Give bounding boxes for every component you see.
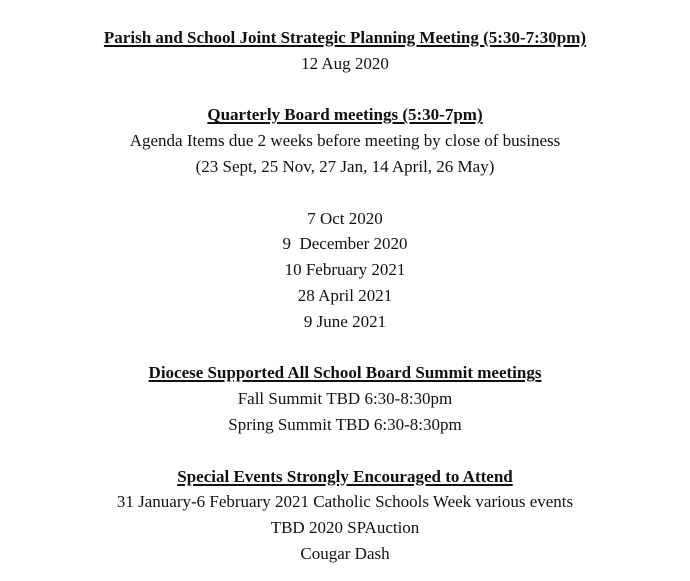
joint-planning-date: 12 Aug 2020 xyxy=(301,53,389,73)
board-meeting-date: 9 June 2021 xyxy=(303,311,387,331)
agenda-due-dates: (23 Sept, 25 Nov, 27 Jan, 14 April, 26 May) xyxy=(195,156,495,176)
section-heading-joint-planning: Parish and School Joint Strategic Planning Meeting (5:30-7:30pm) xyxy=(103,28,587,47)
spacer xyxy=(0,335,690,361)
special-event-line: 31 January-6 February 2021 Catholic Schools Week various events xyxy=(116,492,574,512)
summit-line: Spring Summit TBD 6:30-8:30pm xyxy=(228,414,462,434)
agenda-note: Agenda Items due 2 weeks before meeting by close of business xyxy=(129,131,561,151)
special-event-line: TBD 2020 SPAuction xyxy=(270,518,420,538)
board-meeting-date: 9 December 2020 xyxy=(282,234,408,254)
summit-line: Fall Summit TBD 6:30-8:30pm xyxy=(237,389,453,409)
board-meeting-date: 28 April 2021 xyxy=(297,285,393,305)
board-meeting-date: 10 February 2021 xyxy=(284,260,406,280)
section-heading-special-events: Special Events Strongly Encouraged to Attend xyxy=(177,466,513,486)
section-heading-summit: Diocese Supported All School Board Summit meetings xyxy=(148,363,542,383)
special-event-line: Cougar Dash xyxy=(300,543,390,563)
board-meeting-date: 7 Oct 2020 xyxy=(307,208,383,228)
spacer xyxy=(0,77,690,103)
spacer xyxy=(0,180,690,206)
spacer xyxy=(0,438,690,464)
section-heading-quarterly-board: Quarterly Board meetings (5:30-7pm) xyxy=(207,105,483,125)
